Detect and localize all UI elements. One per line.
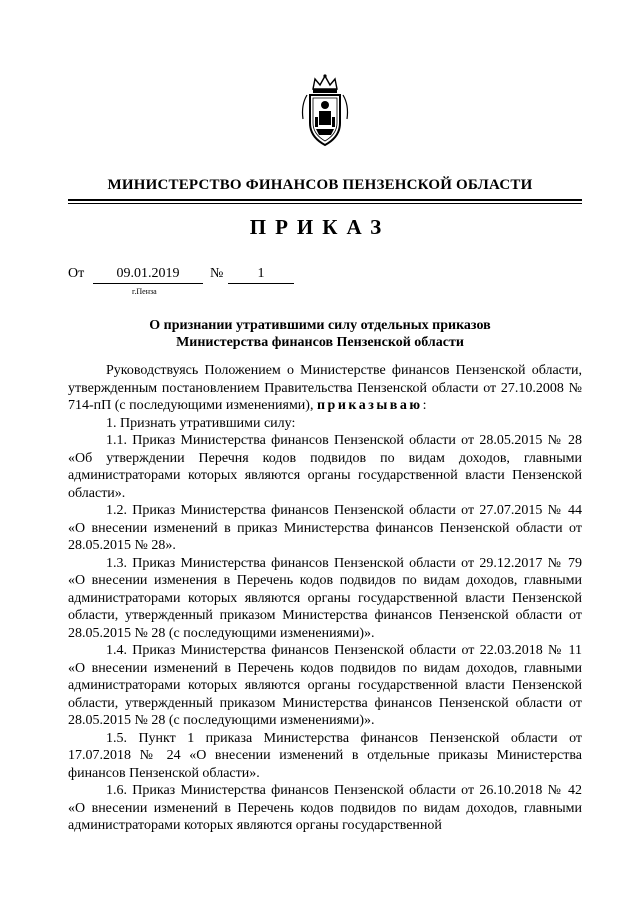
document-body xyxy=(68,362,582,835)
document-type: ПРИКАЗ xyxy=(249,215,391,239)
title-line-2: Министерства финансов Пензенской области xyxy=(176,335,464,350)
city: г.Пенза xyxy=(132,287,157,296)
paragraph-1-5: 1.5. Пункт 1 приказа Министерства финансов Пензенской области от 17.07.2018 № 24 «О внесении изменений в отдельные приказы Министерства финансов Пензенской области». xyxy=(68,730,582,781)
paragraph-1-6: 1.6. Приказ Министерства финансов Пензенской области от 26.10.2018 № 42 «О внесении изменений в Перечень кодов подвидов по видам доходов, главными администраторами которых являются органы государственной xyxy=(68,783,582,833)
paragraph-1-2: 1.2. Приказ Министерства финансов Пензенской области от 27.07.2015 № 44 «О внесении изменений в приказ Министерства финансов Пензенской области от 28.05.2015 № 28». xyxy=(68,503,582,553)
paragraph-1-3: 1.3. Приказ Министерства финансов Пензенской области от 29.12.2017 № 79 «О внесении изменения в Перечень кодов подвидов по видам доходов, главными администраторами которых являются органы государственной власти Пензенской области, утвержденный приказом Министерства финансов Пензенской области от 28.05.2015 № 28 (с последующими изменениями)». xyxy=(68,555,582,641)
number-label: № xyxy=(210,266,224,281)
order-colon: : xyxy=(422,398,427,413)
paragraph-1-4: 1.4. Приказ Министерства финансов Пензенской области от 22.03.2018 № 11 «О внесении изменений в Перечень кодов подвидов по видам доходов, главными администраторами которых являются органы государственной власти Пензенской области, утвержденный приказом Министерства финансов Пензенской области от 28.05.2015 № 28 (с последующими изменениями)». xyxy=(68,643,582,728)
paragraph-1: 1. Признать утратившими силу: xyxy=(106,415,296,431)
date-label: От xyxy=(68,266,85,281)
number-value: 1 xyxy=(228,266,294,284)
ministry-name: МИНИСТЕРСТВО ФИНАНСОВ ПЕНЗЕНСКОЙ ОБЛАСТИ xyxy=(107,177,533,193)
header-rule-thin xyxy=(68,203,582,204)
coat-of-arms-icon xyxy=(295,73,355,151)
paragraph-1-1: 1.1. Приказ Министерства финансов Пензенской области от 28.05.2015 № 28 «Об утверждении Перечня кодов подвидов по видам доходов, главными администраторами которых являются органы государственной власти Пензенской области». xyxy=(68,433,582,501)
title-line-1: О признании утратившими силу отдельных приказов xyxy=(149,318,491,333)
order-word: приказываю xyxy=(316,398,423,413)
paragraph-intro xyxy=(68,362,582,415)
date-value: 09.01.2019 xyxy=(93,266,203,284)
header-rule-thick xyxy=(68,199,582,201)
document-title xyxy=(0,317,640,351)
intro-text: Руководствуясь Положением о Министерстве финансов Пензенской области, утвержденным постановлением Правительства Пензенской области от 27.10.2008 № 714-пП (с последующими изменениями), xyxy=(68,363,582,413)
